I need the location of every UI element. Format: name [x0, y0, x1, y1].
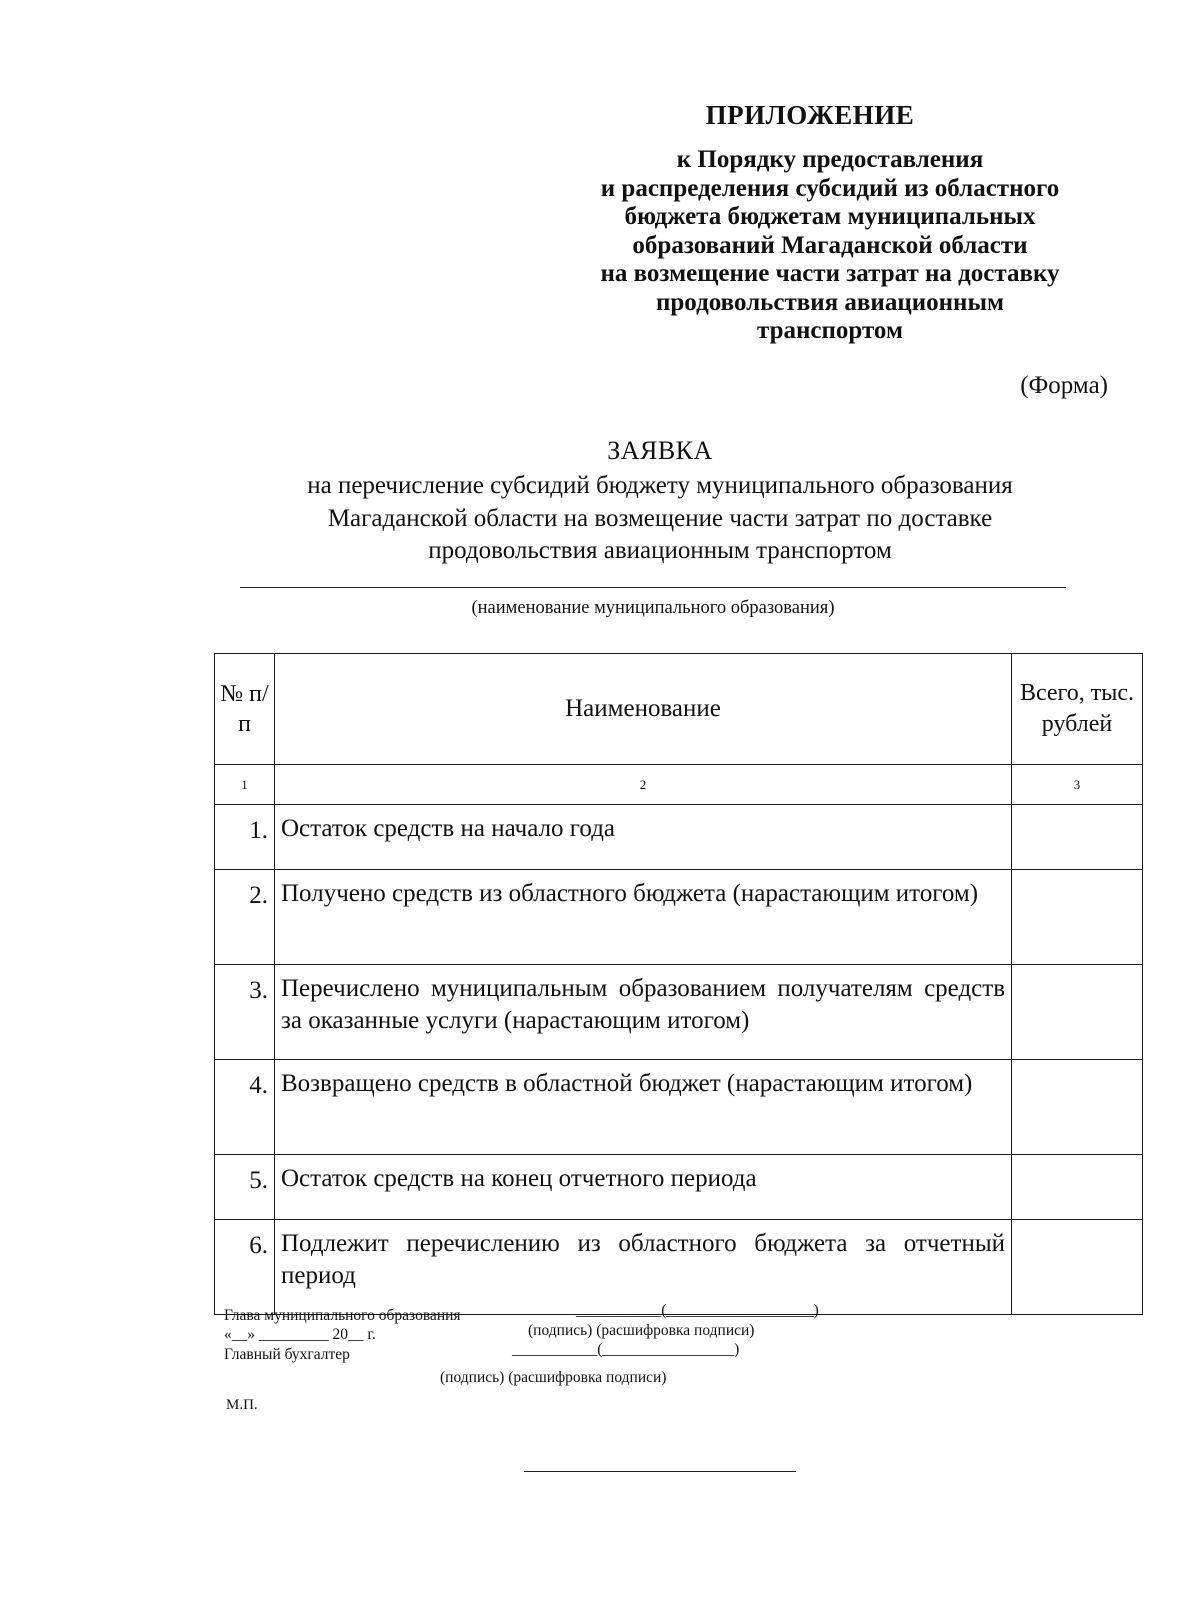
accountant-label: Главный бухгалтер: [224, 1346, 350, 1363]
report-table: [214, 653, 1143, 1315]
row-name: Остаток средств на конец отчетного периода: [275, 1155, 1012, 1220]
appendix-line: к Порядку предоставления: [676, 146, 984, 173]
appendix-line: транспортом: [757, 317, 903, 344]
row-total-cell[interactable]: [1012, 1155, 1143, 1220]
table-row: [215, 805, 1143, 870]
table-row: [215, 870, 1143, 965]
header-name: Наименование: [275, 654, 1012, 765]
row-name: Перечислено муниципальным образованием получателям средств за оказанные услуги (нарастающим итогом): [275, 965, 1012, 1060]
head-signature-caption: (подпись) (расшифровка подписи): [528, 1322, 755, 1339]
appendix-subtitle: [560, 146, 1100, 346]
accountant-signature-caption: (подпись) (расшифровка подписи): [440, 1369, 667, 1386]
table-row: [215, 965, 1143, 1060]
row-num: 2.: [215, 870, 275, 965]
accountant-signature-line[interactable]: ___________(_________________): [512, 1341, 740, 1358]
row-name: Остаток средств на начало года: [275, 805, 1012, 870]
request-title: ЗАЯВКА: [607, 436, 713, 465]
municipality-name-line[interactable]: [240, 587, 1066, 588]
header-total: Всего, тыс. рублей: [1012, 654, 1143, 765]
row-total-cell[interactable]: [1012, 1220, 1143, 1315]
appendix-line: образований Магаданской области: [632, 231, 1028, 259]
head-label: Глава муниципального образования: [224, 1307, 461, 1324]
row-total-cell[interactable]: [1012, 965, 1143, 1060]
column-number: 1: [215, 765, 275, 805]
row-name: Возвращено средств в областной бюджет (нарастающим итогом): [275, 1060, 1012, 1155]
column-number: 2: [275, 765, 1012, 805]
appendix-line: продовольствия авиационным: [656, 288, 1004, 316]
row-num: 6.: [215, 1220, 275, 1315]
row-num: 5.: [215, 1155, 275, 1220]
header-num: № п/п: [215, 654, 275, 765]
bottom-rule: [524, 1471, 796, 1472]
appendix-line: на возмещение части затрат на доставку: [600, 260, 1060, 287]
appendix-title: ПРИЛОЖЕНИЕ: [705, 100, 915, 130]
row-num: 3.: [215, 965, 275, 1060]
row-name: Подлежит перечислению из областного бюджета за отчетный период: [275, 1220, 1012, 1315]
row-num: 4.: [215, 1060, 275, 1155]
row-num: 1.: [215, 805, 275, 870]
row-total-cell[interactable]: [1012, 870, 1143, 965]
request-line: на перечисление субсидий бюджету муниципального образования: [307, 472, 1013, 499]
row-name: Получено средств из областного бюджета (нарастающим итогом): [275, 870, 1012, 965]
request-line: продовольствия авиационным транспортом: [428, 537, 892, 564]
table-row: [215, 1060, 1143, 1155]
appendix-line: бюджета бюджетам муниципальных: [624, 203, 1036, 230]
request-line: Магаданской области на возмещение части затрат по доставке: [327, 504, 993, 532]
row-total-cell[interactable]: [1012, 1060, 1143, 1155]
stamp-placeholder: М.П.: [226, 1397, 258, 1413]
column-number: 3: [1012, 765, 1143, 805]
municipality-caption: (наименование муниципального образования): [471, 598, 835, 618]
table-header-row: [215, 654, 1143, 765]
date-line[interactable]: «__» _________ 20__ г.: [224, 1326, 376, 1343]
form-label: (Форма): [1020, 372, 1108, 399]
table-row: [215, 1155, 1143, 1220]
head-signature-line[interactable]: ___________(___________________): [576, 1302, 819, 1319]
request-subtitle: [200, 470, 1120, 568]
table-row: [215, 1220, 1143, 1315]
appendix-line: и распределения субсидий из областного: [600, 174, 1060, 202]
column-number-row: [215, 765, 1143, 805]
row-total-cell[interactable]: [1012, 805, 1143, 870]
